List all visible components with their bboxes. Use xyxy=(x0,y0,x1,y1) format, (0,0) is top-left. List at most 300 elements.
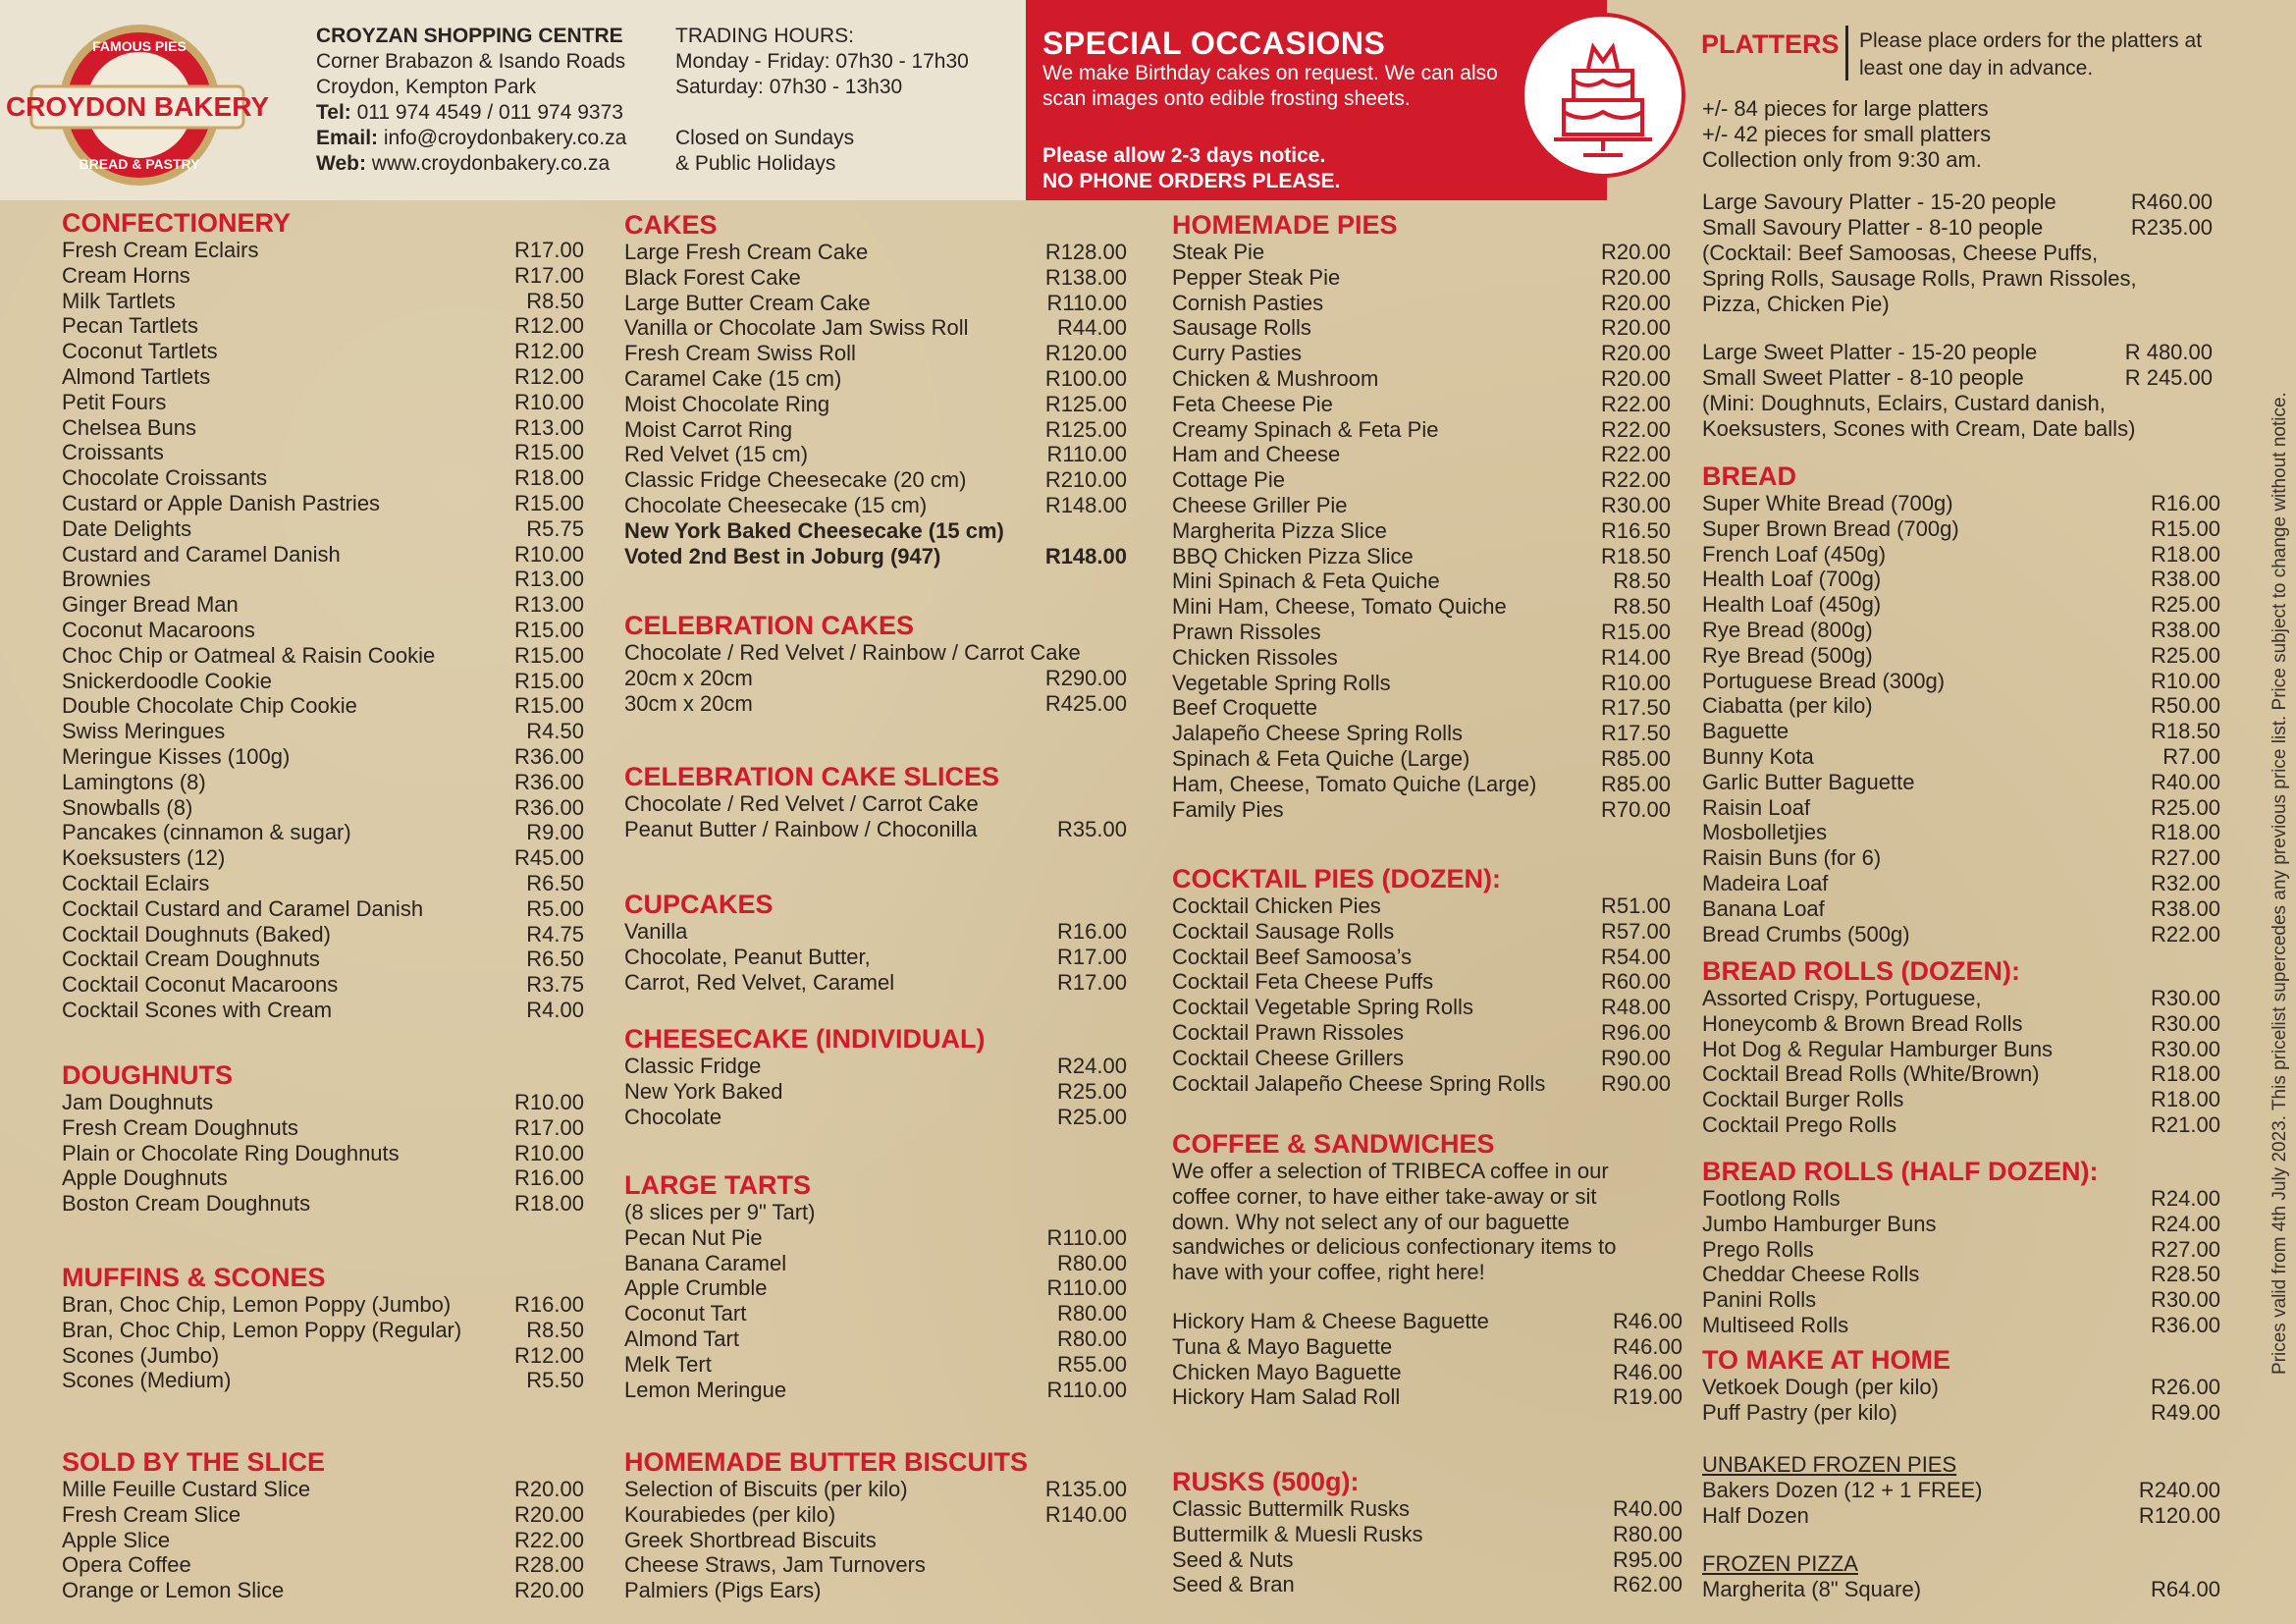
item-price: R24.00 xyxy=(1057,1054,1127,1078)
frozen-pizza-heading: FROZEN PIZZA xyxy=(1702,1551,1858,1576)
item-name: Coconut Tartlets xyxy=(62,339,218,364)
menu-item-row xyxy=(62,542,584,568)
menu-item-row xyxy=(62,693,584,719)
menu-item-row xyxy=(1702,1112,2220,1138)
item-name: Apple Crumble xyxy=(624,1275,768,1301)
menu-item-row xyxy=(62,516,584,542)
menu-item-row xyxy=(62,440,584,465)
item-price: R18.00 xyxy=(2151,541,2220,567)
menu-item-row xyxy=(1172,671,1671,696)
item-price: R135.00 xyxy=(1044,1477,1127,1501)
menu-item-row xyxy=(1172,1496,1682,1522)
cakes-heading: CAKES xyxy=(624,210,718,240)
menu-item-row xyxy=(62,1090,584,1115)
menu-item-row xyxy=(62,289,584,314)
item-name: Classic Buttermilk Rusks xyxy=(1172,1496,1411,1521)
cupcakes-heading: CUPCAKES xyxy=(624,890,774,919)
item-price: R17.50 xyxy=(1601,695,1671,721)
item-name: Cocktail Scones with Cream xyxy=(62,997,333,1022)
item-name: Opera Coffee xyxy=(62,1552,191,1578)
voted-best-row: Voted 2nd Best in Joburg (947) R148.00 xyxy=(624,543,1127,568)
menu-item-row xyxy=(62,871,584,896)
item-name: Spring Rolls, Sausage Rolls, Prawn Rissoles, xyxy=(1702,265,2137,291)
menu-item-row xyxy=(1702,643,2220,669)
item-name: Cocktail Cheese Grillers xyxy=(1172,1045,1404,1070)
home-heading: TO MAKE AT HOME xyxy=(1702,1345,1950,1375)
menu-item-row xyxy=(1702,1478,2220,1503)
item-name: Caramel Cake (15 cm) xyxy=(624,365,842,391)
menu-item-row xyxy=(1172,797,1671,823)
item-price: R17.00 xyxy=(514,238,584,262)
menu-item-row xyxy=(1702,820,2220,845)
item-name: Kourabiedes (per kilo) xyxy=(624,1501,836,1527)
menu-item-row xyxy=(624,945,1127,970)
item-name: Banana Caramel xyxy=(624,1250,787,1275)
item-name: Prego Rolls xyxy=(1702,1236,1814,1262)
menu-item-row xyxy=(62,1115,584,1141)
platters-order-note: Please place orders for the platters at least one day in advance. xyxy=(1859,29,2203,80)
menu-item-row xyxy=(62,972,584,998)
menu-item-row xyxy=(1702,1037,2220,1062)
item-name: Cheddar Cheese Rolls xyxy=(1702,1262,1920,1287)
item-price: R110.00 xyxy=(1046,290,1127,315)
menu-item-row xyxy=(1172,392,1671,417)
menu-item-row xyxy=(624,417,1127,443)
item-name: Footlong Rolls xyxy=(1702,1186,1841,1211)
item-name: Apple Doughnuts xyxy=(62,1165,228,1191)
menu-item-row xyxy=(1172,594,1671,620)
item-price: R16.00 xyxy=(514,1292,584,1317)
section-large-tarts xyxy=(624,1170,1127,1402)
item-price: R148.00 xyxy=(1044,492,1127,517)
menu-item-row xyxy=(1702,365,2213,391)
menu-item-row xyxy=(62,1552,584,1578)
item-name: Cocktail Sausage Rolls xyxy=(1172,918,1395,944)
item-name: Croissants xyxy=(62,440,164,465)
item-price: R26.00 xyxy=(2151,1375,2220,1399)
item-price: R120.00 xyxy=(1044,341,1127,366)
item-name: Super White Bread (700g) xyxy=(1702,491,1953,515)
menu-item-row xyxy=(62,1292,584,1318)
item-name: Koeksusters, Scones with Cream, Date balls) xyxy=(1702,415,2136,441)
menu-item-row xyxy=(62,1343,584,1369)
item-name: Sausage Rolls xyxy=(1172,315,1311,341)
item-name: Rye Bread (800g) xyxy=(1702,617,1873,642)
menu-item-row xyxy=(624,366,1127,392)
menu-item-row xyxy=(1702,391,2213,416)
menu-item-row xyxy=(62,1578,584,1603)
platters-title: PLATTERS xyxy=(1701,29,1840,59)
item-price: R30.00 xyxy=(2151,1036,2220,1061)
item-price: R110.00 xyxy=(1046,442,1127,467)
item-price: R28.50 xyxy=(2151,1262,2220,1287)
item-price: R57.00 xyxy=(1601,918,1671,944)
menu-item-row xyxy=(1702,744,2220,770)
item-name: Prawn Rissoles xyxy=(1172,619,1321,644)
item-price: R20.00 xyxy=(1601,264,1671,290)
menu-item-row xyxy=(624,1251,1127,1276)
item-name: Cocktail Bread Rolls (White/Brown) xyxy=(1702,1061,2040,1087)
item-price: R138.00 xyxy=(1044,264,1127,290)
menu-item-row xyxy=(1172,1572,1682,1597)
item-price: R15.00 xyxy=(2151,515,2220,541)
menu-item-row xyxy=(624,970,1127,996)
item-price: R36.00 xyxy=(514,743,584,769)
item-name: Boston Cream Doughnuts xyxy=(62,1191,311,1217)
closed-line-2: & Public Holidays xyxy=(675,152,836,175)
menu-item-row xyxy=(1702,1237,2220,1263)
menu-item-row xyxy=(1172,772,1671,797)
item-name: Bread Crumbs (500g) xyxy=(1702,921,1910,947)
item-name: Vetkoek Dough (per kilo) xyxy=(1702,1375,1939,1399)
item-price: R85.00 xyxy=(1601,745,1671,771)
item-price: R290.00 xyxy=(1044,665,1127,690)
menu-item-row xyxy=(1172,695,1671,721)
item-price: R9.00 xyxy=(526,820,584,845)
menu-item-row xyxy=(624,691,1127,717)
item-price: R90.00 xyxy=(1601,1045,1671,1070)
menu-item-row xyxy=(624,392,1127,417)
menu-item-row xyxy=(624,1105,1127,1130)
item-name: Feta Cheese Pie xyxy=(1172,391,1333,416)
price-validity-note: Prices valid from 4th July 2023. This pricelist supercedes any previous price list. Price subject to change without notice. xyxy=(2269,392,2290,1375)
menu-item-row xyxy=(1702,896,2220,922)
celebration-note: Chocolate / Red Velvet / Rainbow / Carrot Cake xyxy=(624,640,1081,665)
item-price: R27.00 xyxy=(2151,1236,2220,1262)
item-price: R4.50 xyxy=(526,719,584,744)
logo-name: CROYDON BAKERY xyxy=(5,91,270,122)
item-name: Seed & Bran xyxy=(1172,1572,1295,1597)
menu-item-row xyxy=(1172,341,1671,366)
cocktail-pies-heading: COCKTAIL PIES (DOZEN): xyxy=(1172,864,1501,893)
item-name: Cocktail Custard and Caramel Danish xyxy=(62,895,424,921)
special-text: We make Birthday cakes on request. We can also scan images onto edible frosting sheets. xyxy=(1042,62,1498,110)
website[interactable]: Web: www.croydonbakery.co.za xyxy=(316,152,611,175)
item-name: Multiseed Rolls xyxy=(1702,1312,1849,1337)
menu-item-row xyxy=(62,1368,584,1393)
item-price: R12.00 xyxy=(514,363,584,389)
item-price: R60.00 xyxy=(1601,969,1671,995)
item-name: Chicken Rissoles xyxy=(1172,644,1338,670)
item-name: Ginger Bread Man xyxy=(62,592,239,618)
menu-item-row xyxy=(1172,969,1671,995)
menu-item-row xyxy=(1702,215,2213,241)
menu-item-row xyxy=(1702,693,2220,719)
menu-item-row xyxy=(62,1502,584,1528)
menu-item-row xyxy=(624,291,1127,316)
item-price: R18.00 xyxy=(514,1191,584,1217)
item-price: R24.00 xyxy=(2151,1186,2220,1211)
menu-item-row xyxy=(62,339,584,364)
item-price: R54.00 xyxy=(1601,944,1671,969)
item-price: R8.50 xyxy=(1613,568,1671,594)
menu-item-row xyxy=(624,1301,1127,1326)
section-rolls-dozen xyxy=(1702,956,2220,1138)
menu-item-row xyxy=(62,719,584,744)
rolls-half-heading: BREAD ROLLS (HALF DOZEN): xyxy=(1702,1157,2099,1186)
item-name: Carrot, Red Velvet, Caramel xyxy=(624,969,895,995)
item-name: Curry Pasties xyxy=(1172,341,1303,366)
hours-saturday: Saturday: 07h30 - 13h30 xyxy=(675,76,903,98)
item-name: Coconut Macaroons xyxy=(62,617,255,642)
item-name: Cheese Straws, Jam Turnovers xyxy=(624,1552,926,1578)
item-name: Baguette xyxy=(1702,719,1789,744)
item-price: R17.00 xyxy=(1057,969,1127,995)
item-name: Snowballs (8) xyxy=(62,794,193,820)
item-price: R85.00 xyxy=(1601,771,1671,796)
item-price: R15.00 xyxy=(1601,619,1671,644)
item-name: Health Loaf (450g) xyxy=(1702,592,1882,618)
item-name: Cocktail Prawn Rissoles xyxy=(1172,1019,1404,1045)
item-name: Lamingtons (8) xyxy=(62,769,206,794)
item-price: R50.00 xyxy=(2151,693,2220,719)
item-name: Classic Fridge Cheesecake (20 cm) xyxy=(624,467,967,493)
menu-item-row xyxy=(62,1141,584,1166)
item-price: R15.00 xyxy=(514,668,584,693)
menu-item-row xyxy=(1702,567,2220,592)
item-name: Cornish Pasties xyxy=(1172,290,1324,315)
menu-item-row xyxy=(62,263,584,289)
item-name: Raisin Buns (for 6) xyxy=(1702,845,1882,871)
item-name: Cocktail Beef Samoosa’s xyxy=(1172,944,1413,969)
item-name: (Mini: Doughnuts, Eclairs, Custard danish, xyxy=(1702,390,2106,415)
item-price: R36.00 xyxy=(514,794,584,820)
item-price: R18.00 xyxy=(2151,1061,2220,1087)
section-rolls-half-dozen xyxy=(1702,1157,2220,1338)
coffee-heading: COFFEE & SANDWICHES xyxy=(1172,1129,1495,1159)
frozen-pies-heading: UNBAKED FROZEN PIES xyxy=(1702,1452,1957,1477)
pies-heading: HOMEMADE PIES xyxy=(1172,210,1398,240)
item-name: Chocolate xyxy=(624,1104,722,1129)
item-price: R20.00 xyxy=(1601,315,1671,341)
item-price: R25.00 xyxy=(1057,1104,1127,1129)
menu-item-row xyxy=(1702,542,2220,568)
item-name: Tuna & Mayo Baguette xyxy=(1172,1333,1393,1359)
menu-item-row xyxy=(1702,1061,2220,1087)
item-name: Chocolate Cheesecake (15 cm) xyxy=(624,492,928,517)
item-price: R20.00 xyxy=(514,1501,584,1527)
item-name: Cocktail Eclairs xyxy=(62,870,210,895)
item-name: Garlic Butter Baguette xyxy=(1702,769,1915,794)
item-name: Cocktail Doughnuts (Baked) xyxy=(62,921,331,947)
item-price: R12.00 xyxy=(514,339,584,364)
item-name: Madeira Loaf xyxy=(1702,870,1829,895)
menu-item-row xyxy=(1702,416,2213,442)
item-name: French Loaf (450g) xyxy=(1702,541,1887,567)
celebration-slices-heading: CELEBRATION CAKE SLICES xyxy=(624,762,1000,791)
item-name: Pecan Tartlets xyxy=(62,313,199,339)
platter-note-1: +/- 84 pieces for large platters xyxy=(1702,96,1989,121)
item-name: Pepper Steak Pie xyxy=(1172,264,1341,290)
item-name: Chicken & Mushroom xyxy=(1172,365,1379,391)
item-price: R17.00 xyxy=(514,262,584,288)
logo-top: FAMOUS PIES xyxy=(92,38,187,54)
menu-item-row xyxy=(1702,189,2213,215)
section-celebration-slices xyxy=(624,762,1127,842)
item-price: R110.00 xyxy=(1046,1377,1127,1402)
menu-item-row xyxy=(62,1165,584,1191)
item-price: R28.00 xyxy=(514,1552,584,1578)
item-name: Small Savoury Platter - 8-10 people xyxy=(1702,215,2044,241)
item-price: R10.00 xyxy=(1601,670,1671,695)
item-name: Mini Spinach & Feta Quiche xyxy=(1172,568,1440,594)
section-bread xyxy=(1702,461,2220,947)
item-price: R20.00 xyxy=(1601,240,1671,264)
section-confectionery xyxy=(62,208,584,1023)
item-price: R15.00 xyxy=(514,440,584,465)
menu-item-row xyxy=(1702,795,2220,821)
item-price: R21.00 xyxy=(2151,1111,2220,1137)
item-price: R46.00 xyxy=(1613,1359,1682,1384)
item-price: R20.00 xyxy=(1601,341,1671,366)
item-price: R16.00 xyxy=(514,1165,584,1191)
item-name: Melk Tert xyxy=(624,1351,712,1377)
item-price: R100.00 xyxy=(1044,365,1127,391)
item-price: R64.00 xyxy=(2151,1576,2220,1601)
item-name: Double Chocolate Chip Cookie xyxy=(62,693,357,719)
menu-item-row xyxy=(1172,291,1671,316)
rusks-heading: RUSKS (500g): xyxy=(1172,1467,1360,1496)
item-name: Apple Slice xyxy=(62,1527,171,1552)
item-price: R17.50 xyxy=(1601,721,1671,746)
item-name: Fresh Cream Doughnuts xyxy=(62,1114,298,1140)
section-cocktail-pies xyxy=(1172,864,1671,1096)
item-price: R80.00 xyxy=(1057,1301,1127,1326)
item-price: R18.00 xyxy=(514,465,584,491)
item-price: R425.00 xyxy=(1044,690,1127,716)
item-name: Cocktail Vegetable Spring Rolls xyxy=(1172,995,1473,1020)
item-name: Mille Feuille Custard Slice xyxy=(62,1477,311,1501)
item-price: R5.75 xyxy=(526,515,584,541)
item-name: Bran, Choc Chip, Lemon Poppy (Jumbo) xyxy=(62,1292,452,1317)
item-name: Selection of Biscuits (per kilo) xyxy=(624,1477,908,1501)
item-price: R36.00 xyxy=(2151,1312,2220,1337)
menu-item-row xyxy=(1172,467,1671,493)
menu-item-row xyxy=(1702,669,2220,694)
item-name: Small Sweet Platter - 8-10 people xyxy=(1702,365,2024,391)
item-name: Orange or Lemon Slice xyxy=(62,1578,285,1603)
item-name: Health Loaf (700g) xyxy=(1702,567,1882,592)
item-price: R13.00 xyxy=(514,414,584,440)
menu-item-row xyxy=(62,1528,584,1553)
item-price: R38.00 xyxy=(2151,567,2220,592)
email[interactable]: Email: info@croydonbakery.co.za xyxy=(316,127,627,149)
address-line-1: Corner Brabazon & Isando Roads xyxy=(316,50,626,73)
item-price: R20.00 xyxy=(1601,290,1671,315)
item-name: Date Delights xyxy=(62,515,192,541)
menu-item-row xyxy=(62,669,584,694)
item-name: Swiss Meringues xyxy=(62,719,226,744)
item-price: R48.00 xyxy=(1601,995,1671,1020)
item-name: Coconut Tart xyxy=(624,1301,747,1326)
item-name: Fresh Cream Eclairs xyxy=(62,238,259,262)
item-name: Buttermilk & Muesli Rusks xyxy=(1172,1521,1423,1546)
item-price: R16.00 xyxy=(1057,919,1127,944)
item-name: BBQ Chicken Pizza Slice xyxy=(1172,543,1414,568)
item-price: R14.00 xyxy=(1601,644,1671,670)
item-name: Chocolate, Peanut Butter, xyxy=(624,944,871,969)
item-name: Lemon Meringue xyxy=(624,1377,787,1402)
item-price: R240.00 xyxy=(2138,1477,2220,1502)
item-name: Jalapeño Cheese Spring Rolls xyxy=(1172,721,1463,746)
item-name: Hot Dog & Regular Hamburger Buns xyxy=(1702,1036,2054,1061)
section-butter-biscuits xyxy=(624,1447,1127,1603)
item-price: R80.00 xyxy=(1057,1326,1127,1351)
item-price: R30.00 xyxy=(2151,1010,2220,1036)
item-price: R6.50 xyxy=(526,870,584,895)
section-frozen-pizza xyxy=(1702,1551,2220,1602)
item-name: Black Forest Cake xyxy=(624,264,801,290)
address-line-2: Croydon, Kempton Park xyxy=(316,76,537,98)
item-price: R38.00 xyxy=(2151,895,2220,921)
section-platters xyxy=(1702,96,2213,442)
menu-item-row xyxy=(1172,1547,1682,1573)
menu-item-row xyxy=(1172,1309,1682,1334)
platter-note-2: +/- 42 pieces for small platters xyxy=(1702,121,1992,146)
item-name: Vegetable Spring Rolls xyxy=(1172,670,1391,695)
item-name: Moist Carrot Ring xyxy=(624,416,793,442)
item-price: R18.00 xyxy=(2151,1087,2220,1112)
item-price: R27.00 xyxy=(2151,845,2220,871)
item-name: Cottage Pie xyxy=(1172,467,1285,493)
item-name: Cocktail Jalapeño Cheese Spring Rolls xyxy=(1172,1070,1546,1096)
item-price: R125.00 xyxy=(1044,416,1127,442)
menu-item-row xyxy=(1702,241,2213,266)
menu-item-row xyxy=(62,1318,584,1343)
item-name: (Cocktail: Beef Samoosas, Cheese Puffs, xyxy=(1702,240,2099,265)
menu-item-row xyxy=(62,795,584,821)
item-name: Custard and Caramel Danish xyxy=(62,541,341,567)
item-name: Mosbolletjies xyxy=(1702,820,1828,845)
item-name: Plain or Chocolate Ring Doughnuts xyxy=(62,1140,400,1165)
item-name: Banana Loaf xyxy=(1702,895,1825,921)
item-price: R55.00 xyxy=(1057,1351,1127,1377)
menu-item-row xyxy=(62,592,584,618)
item-price: R35.00 xyxy=(1057,816,1127,841)
menu-item-row xyxy=(1702,1577,2220,1602)
item-price: R110.00 xyxy=(1046,1275,1127,1301)
menu-item-row xyxy=(1702,340,2213,365)
item-name: Portuguese Bread (300g) xyxy=(1702,668,1946,693)
item-price: R20.00 xyxy=(1601,365,1671,391)
item-name: Milk Tartlets xyxy=(62,288,176,313)
item-price: R17.00 xyxy=(514,1114,584,1140)
menu-item-row xyxy=(624,1275,1127,1301)
item-name: Assorted Crispy, Portuguese, xyxy=(1702,986,1982,1010)
menu-item-row xyxy=(1702,266,2213,292)
item-name: Bunny Kota xyxy=(1702,743,1814,769)
item-price: R16.50 xyxy=(1601,517,1671,543)
item-price: R44.00 xyxy=(1057,315,1127,341)
item-price: R20.00 xyxy=(514,1477,584,1501)
item-name: Jam Doughnuts xyxy=(62,1090,214,1114)
menu-item-row xyxy=(1702,1011,2220,1037)
item-name: New York Baked xyxy=(624,1078,783,1104)
menu-item-row xyxy=(624,1477,1127,1502)
item-price: R25.00 xyxy=(2151,642,2220,668)
menu-item-row xyxy=(62,998,584,1023)
section-celebration-cakes xyxy=(624,611,1127,716)
menu-item-row xyxy=(624,467,1127,493)
item-name: Mini Ham, Cheese, Tomato Quiche xyxy=(1172,594,1507,620)
item-name: Almond Tart xyxy=(624,1326,739,1351)
biscuits-heading: HOMEMADE BUTTER BISCUITS xyxy=(624,1447,1028,1477)
item-name: Super Brown Bread (700g) xyxy=(1702,515,1959,541)
menu-item-row xyxy=(1172,240,1671,265)
item-price: R22.00 xyxy=(514,1527,584,1552)
menu-item-row xyxy=(1702,491,2220,516)
menu-item-row xyxy=(1702,1212,2220,1237)
